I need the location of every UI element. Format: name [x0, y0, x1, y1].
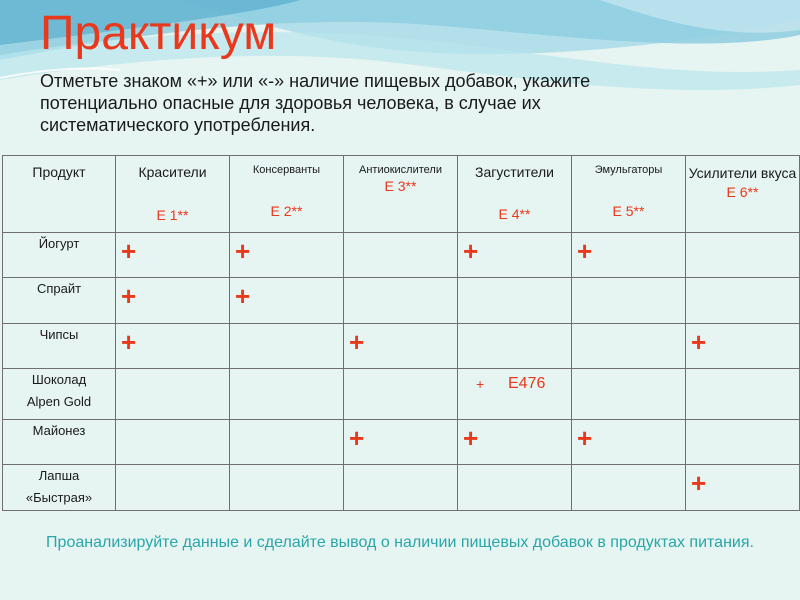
table-row — [3, 369, 800, 420]
mark-cell — [572, 419, 686, 464]
plus-mark: + — [691, 326, 707, 357]
mark-cell — [344, 465, 458, 511]
mark-cell — [344, 369, 458, 420]
mark-cell — [686, 419, 800, 464]
plus-mark: + — [235, 236, 251, 266]
header-label: Эмульгаторы — [594, 164, 663, 176]
plus-mark: + — [463, 422, 479, 453]
mark-cell — [344, 323, 458, 368]
additive-code: Е476 — [508, 375, 546, 393]
header-product — [3, 156, 116, 233]
header-antioxidants — [344, 156, 458, 233]
mark-cell — [116, 419, 230, 464]
table-row — [3, 233, 800, 278]
mark-cell — [686, 323, 800, 368]
header-code: Е 2** — [270, 203, 303, 219]
mark-cell — [572, 369, 686, 420]
mark-cell — [686, 278, 800, 323]
mark-cell — [686, 233, 800, 278]
mark-cell — [230, 465, 344, 511]
header-label: Консерванты — [252, 164, 321, 176]
mark-cell — [458, 323, 572, 368]
mark-cell — [458, 369, 572, 420]
table-body — [3, 233, 800, 511]
plus-mark: + — [121, 281, 137, 312]
table-row — [3, 323, 800, 368]
mark-cell — [230, 323, 344, 368]
mark-cell — [458, 278, 572, 323]
mark-cell — [230, 369, 344, 420]
mark-cell — [230, 278, 344, 323]
header-label: Продукт — [32, 164, 86, 180]
table-header-row — [3, 156, 800, 233]
mark-cell — [458, 233, 572, 278]
table-row — [3, 278, 800, 323]
conclusion-prompt: Проанализируйте данные и сделайте вывод о наличии пищевых добавок в продуктах питания. — [46, 534, 754, 551]
header-label: Антиокислители — [359, 164, 442, 176]
mark-cell — [116, 369, 230, 420]
header-dyes — [116, 156, 230, 233]
product-name: Майонез — [3, 419, 116, 464]
header-label: Усилители вкуса — [688, 165, 797, 181]
header-flavor-enhancers — [686, 156, 800, 233]
mark-cell — [116, 233, 230, 278]
mark-cell — [344, 233, 458, 278]
header-label: Красители — [138, 164, 207, 180]
product-name: Йогурт — [3, 233, 116, 278]
mark-cell — [572, 323, 686, 368]
header-code: Е 6** — [726, 184, 759, 200]
product-name: Шоколад Alpen Gold — [3, 369, 116, 420]
header-preservatives — [230, 156, 344, 233]
mark-cell — [116, 465, 230, 511]
mark-cell — [458, 465, 572, 511]
table-row — [3, 465, 800, 511]
header-label: Загустители — [475, 164, 554, 180]
mark-cell — [572, 278, 686, 323]
mark-cell — [116, 323, 230, 368]
mark-cell — [230, 233, 344, 278]
plus-mark: + — [577, 422, 593, 453]
header-code: Е 5** — [612, 203, 645, 219]
mark-cell — [686, 369, 800, 420]
mark-cell — [572, 233, 686, 278]
task-instructions: Отметьте знаком «+» или «-» наличие пищевых добавок, укажите потенциально опасные для здоровья человека, в случае их систематического употребления. — [40, 71, 591, 135]
header-code: Е 4** — [498, 206, 531, 222]
plus-mark: + — [476, 376, 485, 393]
plus-mark: + — [121, 236, 137, 266]
slide-title: Практикум — [40, 7, 277, 60]
plus-mark: + — [463, 236, 479, 266]
mark-cell — [458, 419, 572, 464]
plus-mark: + — [577, 236, 593, 266]
additives-table — [2, 155, 800, 511]
mark-cell — [230, 419, 344, 464]
mark-cell — [344, 419, 458, 464]
plus-mark: + — [691, 468, 707, 499]
product-name: Чипсы — [3, 323, 116, 368]
mark-cell — [116, 278, 230, 323]
plus-mark: + — [349, 422, 365, 453]
mark-cell — [686, 465, 800, 511]
mark-cell — [344, 278, 458, 323]
header-thickeners — [458, 156, 572, 233]
product-name: Спрайт — [3, 278, 116, 323]
plus-mark: + — [349, 326, 365, 357]
header-code: Е 1** — [156, 207, 189, 223]
plus-mark: + — [121, 326, 137, 357]
header-emulsifiers — [572, 156, 686, 233]
mark-cell — [572, 465, 686, 511]
table-row — [3, 419, 800, 464]
product-name: Лапша «Быстрая» — [3, 465, 116, 511]
header-code: Е 3** — [384, 178, 417, 194]
plus-mark: + — [235, 281, 251, 312]
